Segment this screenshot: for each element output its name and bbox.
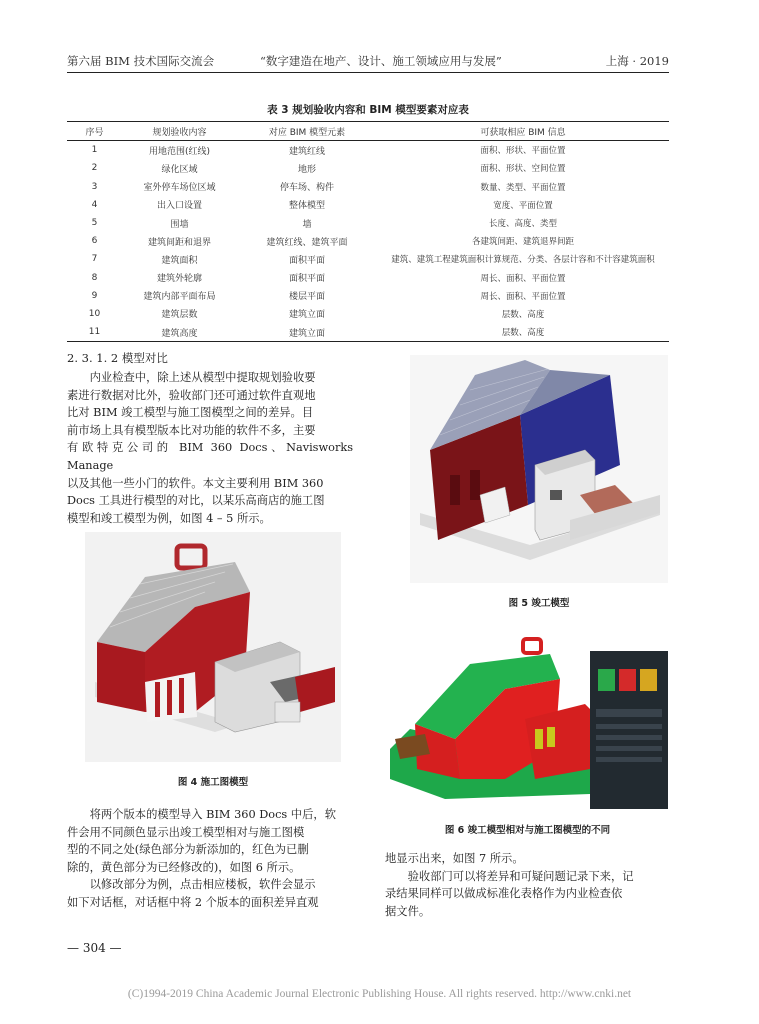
table-cell: 面积平面 bbox=[288, 255, 325, 266]
text-line: 如下对话框，对话框中将 2 个版本的面积差异直观 bbox=[67, 895, 319, 909]
figure-4-image bbox=[85, 532, 341, 762]
table-cell: 建筑间距和退界 bbox=[147, 237, 211, 248]
table-cell: 整体模型 bbox=[288, 201, 325, 212]
table-cell: 3 bbox=[91, 181, 98, 192]
table-cell: 宽度、平面位置 bbox=[493, 200, 553, 211]
table-row bbox=[67, 232, 669, 250]
bim-table bbox=[67, 121, 669, 342]
section-heading: 2. 3. 1. 2 模型对比 bbox=[67, 351, 168, 365]
table-cell: 绿化区域 bbox=[161, 164, 198, 175]
text-line: 除的，黄色部分为已经修改的)，如图 6 所示。 bbox=[67, 860, 301, 874]
text-line: 据文件。 bbox=[385, 904, 431, 918]
text-line: 有欧特克公司的 BIM 360 Docs、Navisworks Manage bbox=[67, 441, 353, 472]
table-cell: 1 bbox=[91, 145, 98, 156]
table-row bbox=[67, 159, 669, 177]
figure-5-image bbox=[410, 355, 668, 583]
table-cell: 长度、高度、类型 bbox=[488, 219, 557, 230]
table-caption: 表 3 规划验收内容和 BIM 模型要素对应表 bbox=[267, 104, 469, 116]
figure-5-caption: 图 5 竣工模型 bbox=[508, 598, 570, 609]
table-row bbox=[67, 250, 669, 268]
table-cell: 围墙 bbox=[170, 219, 189, 230]
paragraph-3 bbox=[385, 850, 670, 920]
text-line: 件会用不同颜色显示出竣工模型相对与施工图模 bbox=[67, 825, 305, 839]
table-row bbox=[67, 214, 669, 232]
table-cell: 2 bbox=[91, 163, 98, 174]
table-cell: 周长、面积、平面位置 bbox=[480, 291, 566, 302]
table-cell: 面积、形状、空间位置 bbox=[480, 164, 566, 175]
table-cell: 建筑红线 bbox=[288, 146, 325, 157]
table-cell: 建筑层数 bbox=[161, 310, 198, 321]
table-cell: 层数、高度 bbox=[501, 309, 545, 320]
copyright-footer: (C)1994-2019 China Academic Journal Electronic Publishing House. All rights reserved. http://www.cnki.net bbox=[127, 988, 632, 1000]
table-cell: 室外停车场位区域 bbox=[143, 183, 216, 194]
table-row bbox=[67, 196, 669, 214]
text-line: 内业检查中，除上述从模型中提取规划验收要 bbox=[89, 371, 316, 384]
text-line: 地显示出来，如图 7 所示。 bbox=[385, 852, 524, 865]
table-cell: 建筑内部平面布局 bbox=[143, 292, 216, 303]
text-line: 比对 BIM 竣工模型与施工图模型之间的差异。目 bbox=[67, 406, 314, 420]
table-cell: 用地范围(红线) bbox=[148, 146, 211, 157]
header-right: 上海 · 2019 bbox=[605, 54, 669, 68]
table-cell: 建筑红线、建筑平面 bbox=[266, 237, 348, 248]
table-cell: 建筑立面 bbox=[288, 328, 325, 339]
table-cell: 8 bbox=[91, 272, 98, 283]
table-row bbox=[67, 305, 669, 323]
paragraph-1 bbox=[67, 369, 353, 527]
table-row bbox=[67, 323, 669, 342]
text-line: 录结果同样可以做成标准化表格作为内业检查依 bbox=[385, 887, 623, 901]
table-cell: 出入口设置 bbox=[156, 201, 202, 212]
table-cell: 建筑立面 bbox=[288, 310, 325, 321]
header-center: “数字建造在地产、设计、施工领域应用与发展” bbox=[260, 54, 502, 68]
text-line: Docs 工具进行模型的对比，以某乐高商店的施工图 bbox=[67, 494, 325, 508]
column-header: 可获取相应 BIM 信息 bbox=[480, 127, 566, 138]
figure-6-caption: 图 6 竣工模型相对与施工图模型的不同 bbox=[444, 825, 611, 836]
table-cell: 建筑外轮廓 bbox=[156, 274, 202, 285]
header-rule bbox=[67, 72, 669, 73]
table-cell: 5 bbox=[91, 218, 98, 229]
table-cell: 10 bbox=[88, 308, 101, 319]
table-cell: 建筑、建筑工程建筑面积计算规范、分类、各层计容和不计容建筑面积 bbox=[391, 255, 655, 266]
table-cell: 墙 bbox=[302, 219, 312, 230]
table-cell: 11 bbox=[88, 327, 101, 338]
column-header: 序号 bbox=[85, 127, 104, 138]
table-cell: 面积、形状、平面位置 bbox=[480, 146, 566, 157]
header-left: 第六届 BIM 技术国际交流会 bbox=[67, 54, 215, 68]
text-line: 验收部门可以将差异和可疑问题记录下来，记 bbox=[407, 869, 634, 883]
text-line: 模型和竣工模型为例，如图 4 – 5 所示。 bbox=[67, 511, 271, 525]
table-cell: 周长、面积、平面位置 bbox=[480, 273, 566, 284]
column-header: 对应 BIM 模型元素 bbox=[268, 127, 346, 138]
table-row bbox=[67, 178, 669, 196]
table-row bbox=[67, 287, 669, 305]
page-number: — 304 — bbox=[67, 941, 122, 955]
text-line: 素进行数据对比外，验收部门还可通过软件直观地 bbox=[67, 388, 316, 402]
text-line: 以修改部分为例，点击相应楼板，软件会显示 bbox=[89, 878, 316, 892]
table-cell: 地形 bbox=[297, 164, 316, 175]
figure-6-image bbox=[385, 629, 670, 811]
text-line: 以及其他一些小门的软件。本文主要利用 BIM 360 bbox=[67, 476, 324, 490]
text-line: 型的不同之处(绿色部分为新添加的，红色为已删 bbox=[67, 843, 309, 857]
table-cell: 楼层平面 bbox=[288, 292, 325, 303]
table-row bbox=[67, 141, 669, 160]
table-cell: 建筑面积 bbox=[161, 255, 198, 266]
table-cell: 建筑高度 bbox=[161, 328, 198, 339]
paragraph-2 bbox=[67, 806, 353, 912]
table-cell: 各建筑间距、建筑退界间距 bbox=[471, 237, 574, 248]
table-row bbox=[67, 269, 669, 287]
column-header: 规划验收内容 bbox=[152, 127, 207, 138]
table-cell: 层数、高度 bbox=[501, 328, 545, 339]
table-cell: 9 bbox=[91, 290, 98, 301]
table-cell: 数量、类型、平面位置 bbox=[480, 182, 566, 193]
table-cell: 面积平面 bbox=[288, 274, 325, 285]
table-cell: 4 bbox=[91, 199, 98, 210]
figure-4-caption: 图 4 施工图模型 bbox=[177, 777, 249, 788]
text-line: 将两个版本的模型导入 BIM 360 Docs 中后，软 bbox=[89, 808, 336, 821]
table-cell: 6 bbox=[91, 236, 98, 247]
text-line: 前市场上具有模型版本比对功能的软件不多，主要 bbox=[67, 423, 316, 437]
table-cell: 7 bbox=[91, 254, 98, 265]
table-cell: 停车场、构件 bbox=[279, 183, 334, 194]
table-header-row bbox=[67, 122, 669, 141]
